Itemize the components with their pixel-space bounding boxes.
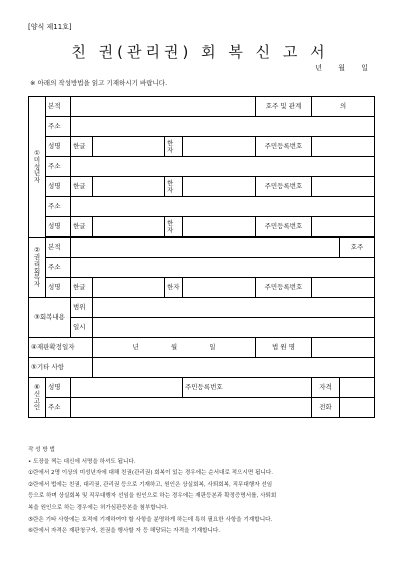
reporter-juso-label: 주소 bbox=[46, 398, 71, 418]
restorer-hanja-label: 한자 bbox=[165, 278, 183, 298]
court-label: 법 원 명 bbox=[256, 338, 312, 358]
notes-heading: 작 성 방 법 bbox=[28, 447, 55, 453]
minor-juso-label: 주소 bbox=[46, 117, 71, 137]
minor3-hanja-label: 한 자 bbox=[165, 217, 183, 237]
minor2-hanja-field[interactable] bbox=[183, 177, 256, 197]
ilsi-field[interactable] bbox=[93, 318, 375, 338]
phone-field[interactable] bbox=[340, 398, 375, 418]
note-line: ⑥란에서 자격은 재판청구자, 친권을 행사할 자 등 해당되는 자격을 기재합니다. bbox=[28, 528, 221, 535]
minor3-address-field[interactable] bbox=[71, 197, 375, 217]
minor-section-label: ① 미 성 년 자 bbox=[29, 97, 46, 238]
note-line: • 도장을 찍는 대신에 서명을 하셔도 됩니다. bbox=[28, 458, 136, 465]
trial-date-label: ④재판확정일자 bbox=[29, 338, 93, 358]
reporter-name-label: 성명 bbox=[46, 378, 71, 398]
note-line: ⑤란은 기타 사항에는 호적에 기재하여야 할 사항을 분명하게 하는데 특히 필요한 사항을 기재합니다. bbox=[28, 516, 273, 523]
ui-suffix: 의 bbox=[339, 102, 347, 111]
minor-bonjeok-field[interactable] bbox=[71, 97, 256, 117]
restorer-rrn-field[interactable] bbox=[312, 278, 375, 298]
form-title: 친 권(관리권) 회 복 신 고 서 bbox=[71, 43, 329, 61]
minor2-rrn-label: 주민등록번호 bbox=[256, 177, 312, 197]
form-number: [양식 제11호] bbox=[28, 23, 72, 31]
other-label: ⑤기타 사항 bbox=[29, 358, 93, 378]
restore-content-label: ③회복내용 bbox=[29, 298, 71, 338]
minor3-name-label: 성명 bbox=[46, 217, 71, 237]
minor3-hanja-field[interactable] bbox=[183, 217, 256, 237]
reporter-name-field[interactable] bbox=[71, 378, 183, 398]
minor3-hangul-field[interactable] bbox=[93, 217, 165, 237]
restorer-hoju-label: 호주 bbox=[340, 238, 375, 258]
court-field[interactable] bbox=[312, 338, 375, 358]
phone-label: 전화 bbox=[312, 398, 340, 418]
report-form-table bbox=[28, 96, 375, 418]
ilsi-label: 일시 bbox=[71, 318, 93, 338]
minor2-hangul-field[interactable] bbox=[93, 177, 165, 197]
minor-address-field[interactable] bbox=[71, 117, 375, 137]
minor3-rrn-field[interactable] bbox=[312, 217, 375, 237]
minor2-name-label: 성명 bbox=[46, 177, 71, 197]
restorer-bonjeok-label: 본적 bbox=[46, 238, 71, 258]
restorer-address-field[interactable] bbox=[71, 258, 375, 278]
restorer-hangul-field[interactable] bbox=[93, 278, 165, 298]
minor2-hangul-label: 한글 bbox=[71, 177, 93, 197]
reporter-rrn-label: 주민등록번호 bbox=[183, 378, 312, 398]
minor1-hanja-field[interactable] bbox=[183, 137, 256, 157]
minor3-hangul-label: 한글 bbox=[71, 217, 93, 237]
minor3-juso-label: 주소 bbox=[46, 197, 71, 217]
restorer-bonjeok-field[interactable] bbox=[71, 238, 340, 258]
qualification-label: 자격 bbox=[312, 378, 340, 398]
minor2-address-field[interactable] bbox=[71, 157, 375, 177]
restorer-juso-label: 주소 bbox=[46, 258, 71, 278]
reporter-section-label: ⑥ 신 고 인 bbox=[29, 378, 46, 418]
minor1-name-label: 성명 bbox=[46, 137, 71, 157]
beomwi-field[interactable] bbox=[93, 298, 375, 318]
minor1-hanja-label: 한 자 bbox=[165, 137, 183, 157]
minor1-hangul-label: 한글 bbox=[71, 137, 93, 157]
report-date-line: 년 월 일 bbox=[315, 64, 368, 72]
minor1-rrn-field[interactable] bbox=[312, 137, 375, 157]
minor2-hanja-label: 한 자 bbox=[165, 177, 183, 197]
other-field[interactable] bbox=[93, 358, 375, 378]
note-line: 등으로 하며 상실회복 및 직무대행자 선임을 원인으로 하는 경우에는 재판등본과 확정증명서를, 사퇴회 bbox=[28, 493, 277, 500]
beomwi-label: 범위 bbox=[71, 298, 93, 318]
restorer-name-label: 성명 bbox=[46, 278, 71, 298]
instruction-text: ※ 아래의 작성방법을 읽고 기재하시기 바랍니다. bbox=[30, 79, 168, 87]
minor-bonjeok-label: 본적 bbox=[46, 97, 71, 117]
minor2-juso-label: 주소 bbox=[46, 157, 71, 177]
minor3-rrn-label: 주민등록번호 bbox=[256, 217, 312, 237]
writing-instructions bbox=[28, 445, 374, 538]
restorer-hangul-label: 한글 bbox=[71, 278, 93, 298]
restorer-rrn-label: 주민등록번호 bbox=[256, 278, 312, 298]
note-line: 복을 원인으로 하는 경우에는 허가심판등본을 첨부합니다. bbox=[28, 504, 169, 511]
trial-date-field[interactable]: 년 월 일 bbox=[93, 338, 256, 358]
restorer-section-label: ② 권 리 회 복 자 bbox=[29, 238, 46, 298]
minor1-rrn-label: 주민등록번호 bbox=[256, 137, 312, 157]
minor1-hangul-field[interactable] bbox=[93, 137, 165, 157]
household-relation-label: 호주 및 관계 bbox=[256, 97, 312, 117]
note-line: ①란에서 2명 이상의 미성년자에 대해 친권(관리권) 회복이 있는 경우에는 순서대로 적으시면 됩니다. bbox=[28, 470, 274, 477]
reporter-address-field[interactable] bbox=[71, 398, 312, 418]
note-line: ②란에서 법에는 친권, 대리권, 관리권 등으로 기재하고, 원인은 상실회복, 사퇴회복, 직무대행자 선임 bbox=[28, 481, 273, 488]
qualification-field[interactable] bbox=[340, 378, 375, 398]
restorer-hanja-field[interactable] bbox=[183, 278, 256, 298]
household-relation-field[interactable] bbox=[312, 97, 375, 117]
minor2-rrn-field[interactable] bbox=[312, 177, 375, 197]
